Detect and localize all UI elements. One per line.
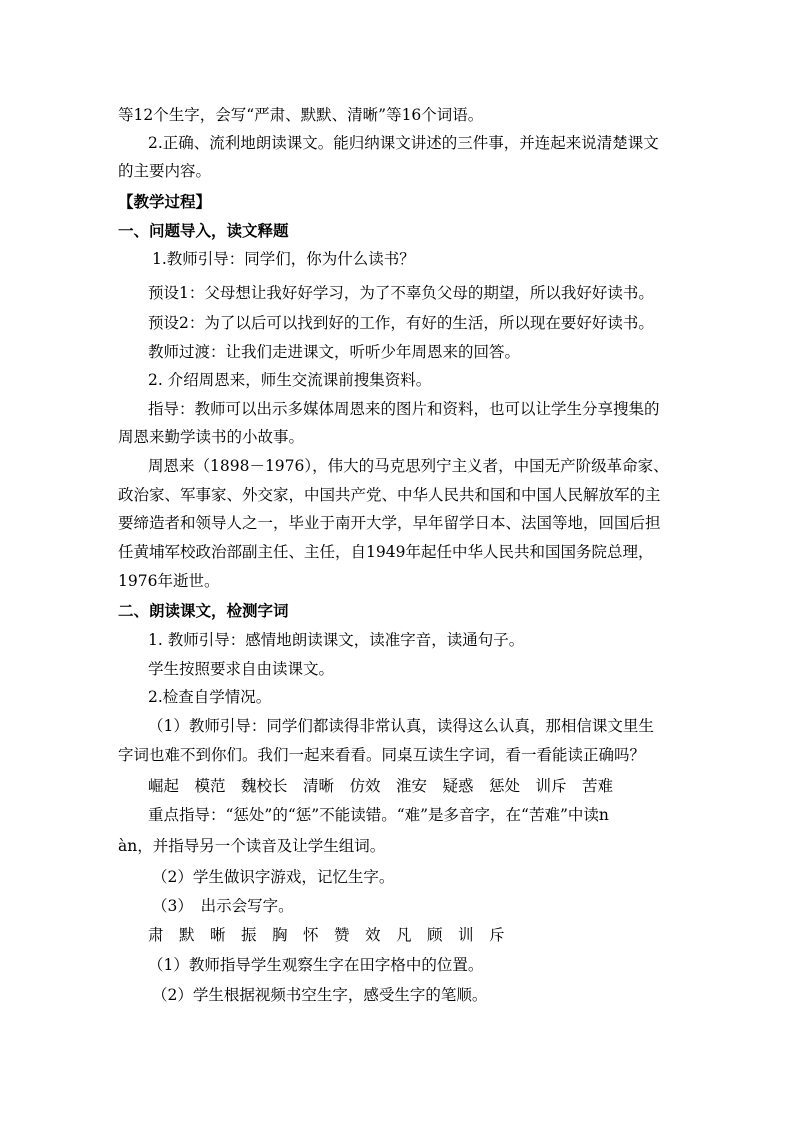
text-line: 教师过渡：让我们走进课文，听听少年周恩来的回答。 — [148, 343, 521, 361]
text-line: 2.检查自学情况。 — [148, 688, 272, 706]
text-line: （1）教师引导：同学们都读得非常认真，读得这么认真，那相信课文里生 — [148, 717, 654, 735]
vocabulary-list: 崛起 模范 魏校长 清晰 仿效 淮安 疑惑 惩处 训斥 苦难 — [148, 777, 614, 795]
section-heading: 一、问题导入，读文释题 — [118, 221, 289, 240]
text-line: àn，并指导另一个读音及让学生组词。 — [118, 837, 386, 855]
text-line: 学生按照要求自由读课文。 — [148, 660, 335, 678]
text-line: 1976年逝世。 — [118, 572, 220, 590]
text-line: 政治家、军事家、外交家，中国共产党、中华人民共和国和中国人民解放军的主 — [118, 486, 661, 504]
section-heading: 【教学过程】 — [118, 192, 212, 211]
text-line: 字词也难不到你们。我们一起来看看。同桌互读生字词，看一看能读正确吗？ — [118, 746, 646, 764]
text-line: 预设1：父母想让我好好学习，为了不辜负父母的期望，所以我好好读书。 — [148, 284, 654, 302]
text-line: 1. 教师引导：感情地朗读课文，读准字音，读通句子。 — [148, 631, 525, 649]
text-line: 预设2：为了以后可以找到好的工作，有好的生活，所以现在要好好读书。 — [148, 314, 654, 332]
text-line: 等12个生字，会写“严肃、默默、清晰”等16个词语。 — [118, 106, 484, 124]
section-heading: 二、朗读课文，检测字词 — [118, 601, 289, 620]
text-line: （3） 出示会写字。 — [152, 897, 294, 915]
text-line: （1）教师指导学生观察生字在田字格中的位置。 — [148, 956, 484, 974]
text-line: 的主要内容。 — [118, 162, 212, 180]
text-line: 任黄埔军校政治部副主任、主任，自1949年起任中华人民共和国国务院总理， — [118, 543, 654, 561]
text-line: 指导：教师可以出示多媒体周恩来的图片和资料，也可以让学生分享搜集的 — [148, 400, 660, 418]
text-line: （2）学生做识字游戏，记忆生字。 — [152, 868, 395, 886]
text-line: 1.教师引导：同学们，你为什么读书？ — [152, 250, 415, 268]
text-line: （2）学生根据视频书空生字，感受生字的笔顺。 — [152, 986, 488, 1004]
character-list: 肃 默 晰 振 胸 怀 赞 效 凡 顾 训 斥 — [148, 926, 505, 944]
text-line: 周恩来勤学读书的小故事。 — [118, 428, 305, 446]
text-line: 2.正确、流利地朗读课文。能归纳课文讲述的三件事，并连起来说清楚课文 — [148, 134, 659, 152]
text-line: 重点指导：“惩处”的“惩”不能读错。“难”是多音字，在“苦难”中读n — [148, 806, 609, 824]
text-line: 要缔造者和领导人之一，毕业于南开大学，早年留学日本、法国等地，回国后担 — [118, 514, 661, 532]
text-line: 周恩来（1898－1976），伟大的马克思列宁主义者，中国无产阶级革命家、 — [148, 457, 669, 475]
text-line: 2. 介绍周恩来，师生交流课前搜集资料。 — [148, 371, 432, 389]
